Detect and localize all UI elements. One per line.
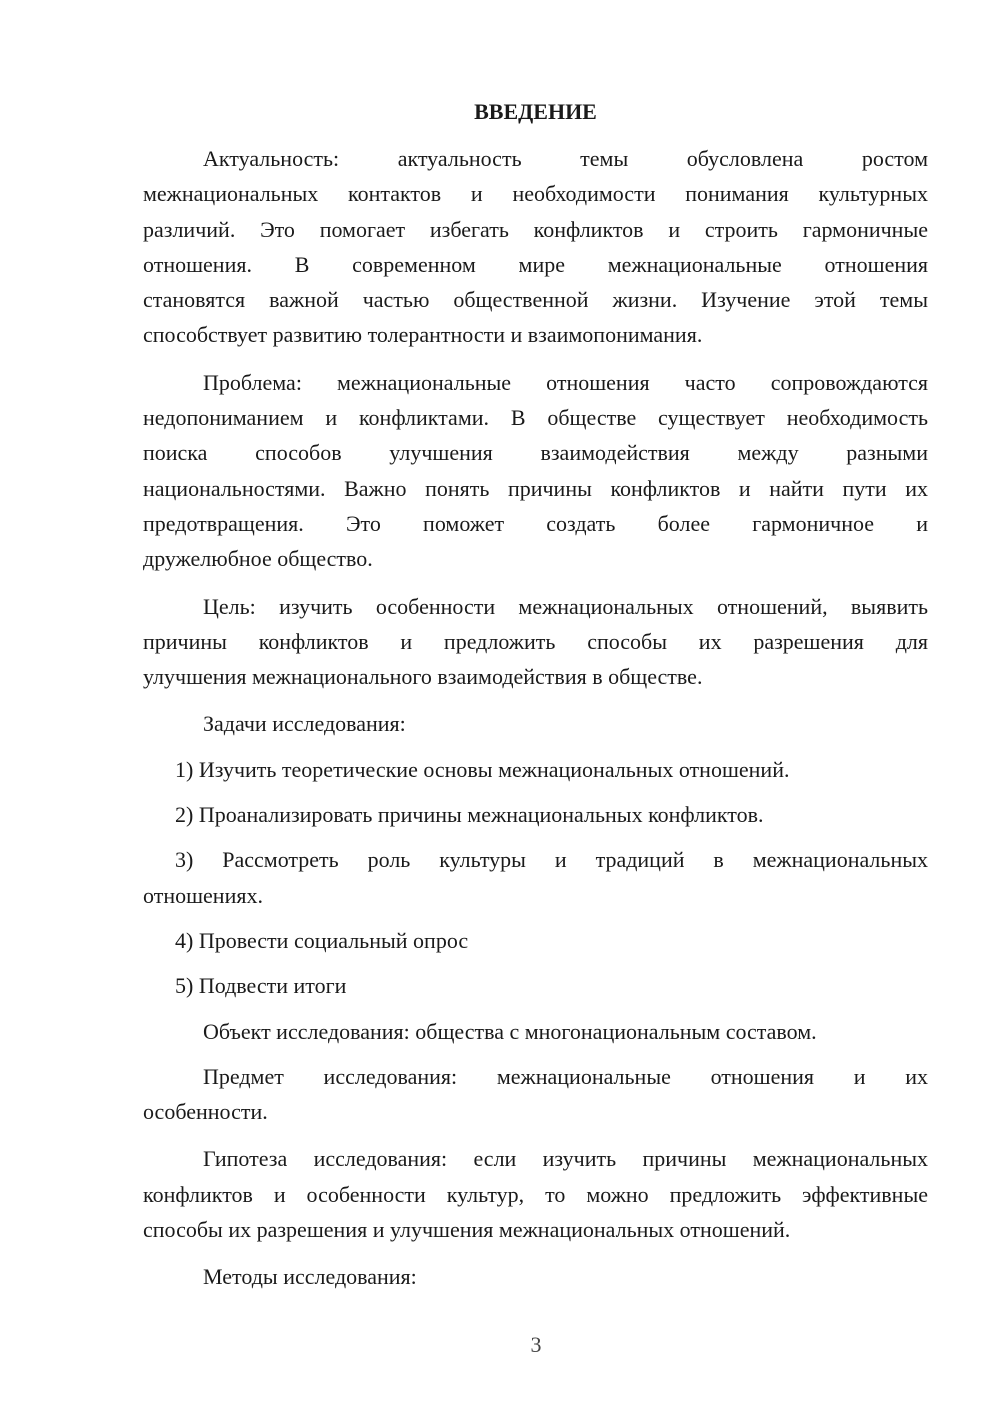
text-line: Предмет исследования: межнациональные отношения и их bbox=[203, 1063, 928, 1089]
text-line: предотвращения. Это поможет создать более гармоничное и bbox=[143, 510, 928, 536]
text-line: различий. Это помогает избегать конфликтов и строить гармоничные bbox=[143, 216, 928, 242]
text-line: причины конфликтов и предложить способы их разрешения для bbox=[143, 628, 928, 654]
paragraph-problem bbox=[143, 365, 928, 577]
text-line: отношениях. bbox=[143, 882, 263, 908]
paragraph-subject bbox=[143, 1059, 928, 1130]
paragraph-actuality bbox=[143, 141, 928, 353]
text-line: поиска способов улучшения взаимодействия между разными bbox=[143, 440, 928, 466]
page-number: 3 bbox=[530, 1332, 542, 1357]
text-line: межнациональных контактов и необходимости понимания культурных bbox=[143, 181, 928, 207]
text-line: 4) Провести социальный опрос bbox=[175, 927, 469, 953]
text-line: конфликтов и особенности культур, то можно предложить эффективные bbox=[143, 1181, 928, 1207]
text-line: 2) Проанализировать причины межнациональных конфликтов. bbox=[175, 802, 764, 828]
text-line: 1) Изучить теоретические основы межнациональных отношений. bbox=[175, 756, 790, 782]
document-page bbox=[143, 94, 928, 1295]
task-item-1 bbox=[143, 752, 928, 787]
text-line: Гипотеза исследования: если изучить причины межнациональных bbox=[203, 1146, 928, 1172]
text-line: 3) Рассмотреть роль культуры и традиций в межнациональных bbox=[175, 847, 928, 873]
text-line: 5) Подвести итоги bbox=[175, 973, 347, 999]
paragraph-hypothesis bbox=[143, 1141, 928, 1247]
text-line: национальностями. Важно понять причины конфликтов и найти пути их bbox=[143, 475, 928, 501]
text-line: способствует развитию толерантности и взаимопонимания. bbox=[143, 322, 703, 348]
paragraph-object bbox=[143, 1014, 928, 1049]
text-line: Проблема: межнациональные отношения часто сопровождаются bbox=[203, 369, 928, 395]
task-item-3 bbox=[143, 842, 928, 913]
text-line: недопониманием и конфликтами. В обществе существует необходимость bbox=[143, 405, 928, 431]
task-item-2 bbox=[143, 797, 928, 832]
methods-heading bbox=[143, 1259, 928, 1294]
task-item-4 bbox=[143, 923, 928, 958]
text-line: дружелюбное общество. bbox=[143, 546, 373, 572]
text-line: отношения. В современном мире межнациональные отношения bbox=[143, 251, 928, 277]
text-line: становятся важной частью общественной жизни. Изучение этой темы bbox=[143, 287, 928, 313]
tasks-heading bbox=[143, 706, 928, 741]
page-title: ВВЕДЕНИЕ bbox=[474, 99, 597, 124]
text-line: Актуальность: актуальность темы обусловлена ростом bbox=[203, 146, 928, 171]
text-line: способы их разрешения и улучшения межнациональных отношений. bbox=[143, 1217, 791, 1243]
text-line: Цель: изучить особенности межнациональных отношений, выявить bbox=[203, 593, 928, 619]
text-line: особенности. bbox=[143, 1099, 268, 1125]
text-line: Задачи исследования: bbox=[203, 711, 406, 737]
paragraph-goal bbox=[143, 589, 928, 695]
text-line: Объект исследования: общества с многонациональным составом. bbox=[203, 1018, 817, 1044]
text-line: улучшения межнационального взаимодействия в обществе. bbox=[143, 664, 703, 690]
text-line: Методы исследования: bbox=[203, 1264, 417, 1290]
task-item-5 bbox=[143, 968, 928, 1003]
